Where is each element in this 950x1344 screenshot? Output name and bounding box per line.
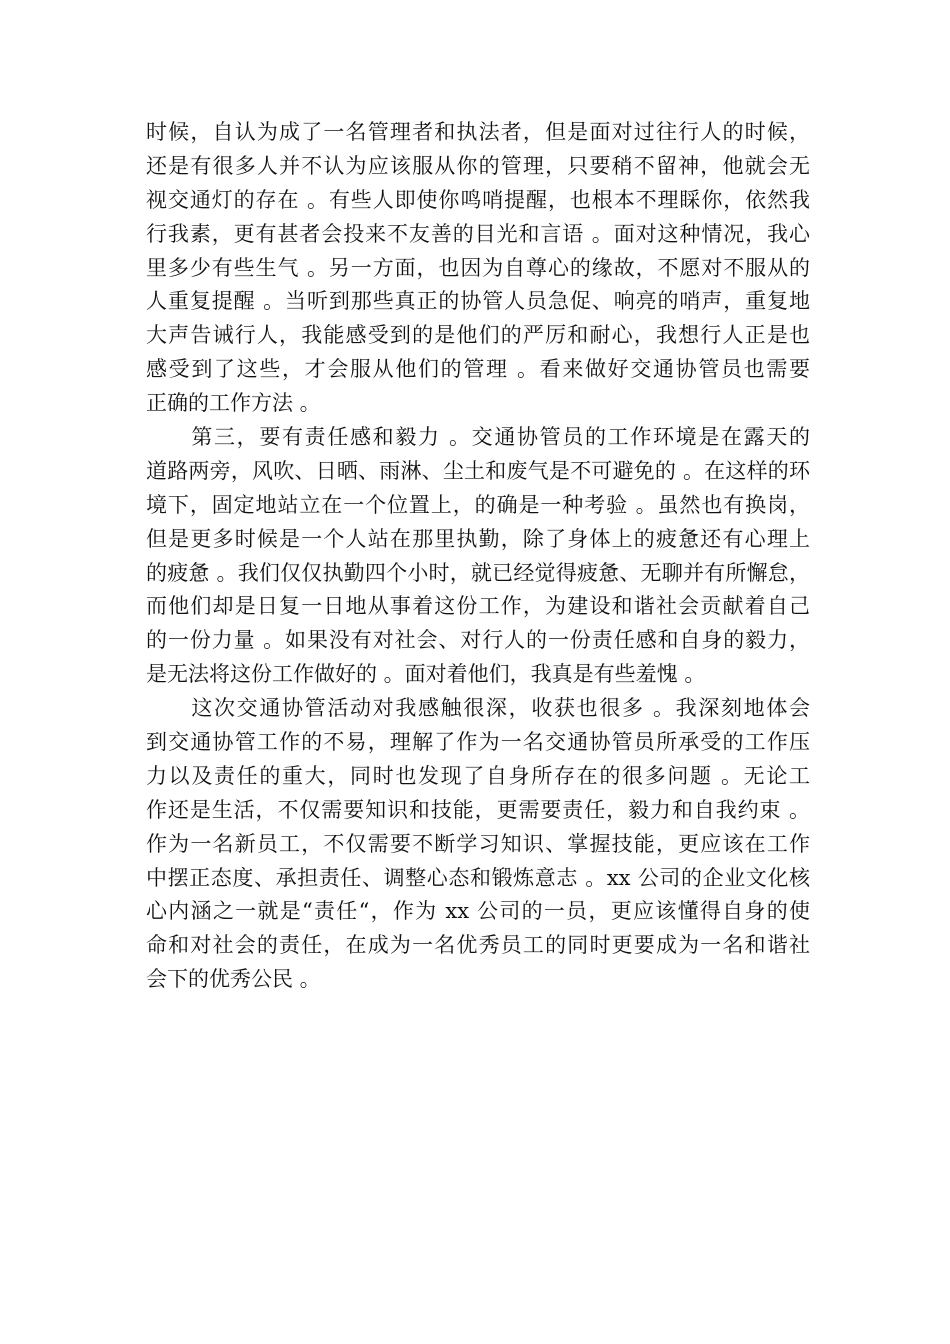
text-line: 而他们却是日复一日地从事着这份工作，为建设和谐社会贡献着自己 (146, 594, 810, 619)
text-line: 感受到了这些，才会服从他们的管理 。看来做好交通协管员也需要 (146, 357, 810, 382)
text-line: 人重复提醒 。当听到那些真正的协管人员急促、响亮的哨声，重复地 (146, 289, 810, 314)
text-line: 境下，固定地站立在一个位置上，的确是一种考验 。虽然也有换岗， (146, 492, 810, 517)
text-line: 力以及责任的重大，同时也发现了自身所存在的很多问题 。无论工 (146, 763, 810, 788)
text-line: 是无法将这份工作做好的 。面对着他们，我真是有些羞愧 。 (146, 662, 706, 687)
text-line: 但是更多时候是一个人站在那里执勤，除了身体上的疲惫还有心理上 (146, 526, 810, 551)
body-text (146, 116, 810, 997)
text-line: 行我素，更有甚者会投来不友善的目光和言语 。面对这种情况，我心 (146, 221, 810, 246)
text-line: 道路两旁，风吹、日晒、雨淋、尘土和废气是不可避免的 。在这样的环 (146, 458, 810, 483)
text-line: 还是有很多人并不认为应该服从你的管理，只要稍不留神，他就会无 (146, 153, 810, 178)
text-line: 正确的工作方法 。 (146, 391, 321, 416)
text-line: 到交通协管工作的不易，理解了作为一名交通协管员所承受的工作压 (146, 730, 810, 755)
text-line: 的一份力量 。如果没有对社会、对行人的一份责任感和自身的毅力， (146, 628, 810, 653)
text-line: 会下的优秀公民 。 (146, 967, 321, 992)
text-line: 作还是生活，不仅需要知识和技能，更需要责任，毅力和自我约束 。 (146, 797, 810, 822)
text-line: 这次交通协管活动对我感触很深，收获也很多 。我深刻地体会 (146, 696, 810, 721)
text-line: 第三，要有责任感和毅力 。交通协管员的工作环境是在露天的 (146, 425, 810, 450)
text-line: 时候，自认为成了一名管理者和执法者，但是面对过往行人的时候， (146, 120, 810, 144)
text-line: 心内涵之一就是“责任“，作为 xx 公司的一员，更应该懂得自身的使 (146, 899, 810, 924)
text-line: 的疲惫 。我们仅仅执勤四个小时，就已经觉得疲惫、无聊并有所懈怠， (146, 560, 810, 585)
text-line: 大声告诫行人，我能感受到的是他们的严厉和耐心，我想行人正是也 (146, 323, 810, 348)
text-line: 中摆正态度、承担责任、调整心态和锻炼意志 。xx 公司的企业文化核 (146, 865, 810, 890)
text-line: 命和对社会的责任，在成为一名优秀员工的同时更要成为一名和谐社 (146, 933, 810, 958)
text-line: 里多少有些生气 。另一方面，也因为自尊心的缘故，不愿对不服从的 (146, 255, 810, 280)
text-line: 视交通灯的存在 。有些人即使你鸣哨提醒，也根本不理睬你，依然我 (146, 187, 810, 212)
text-line: 作为一名新员工，不仅需要不断学习知识、掌握技能，更应该在工作 (146, 831, 810, 856)
